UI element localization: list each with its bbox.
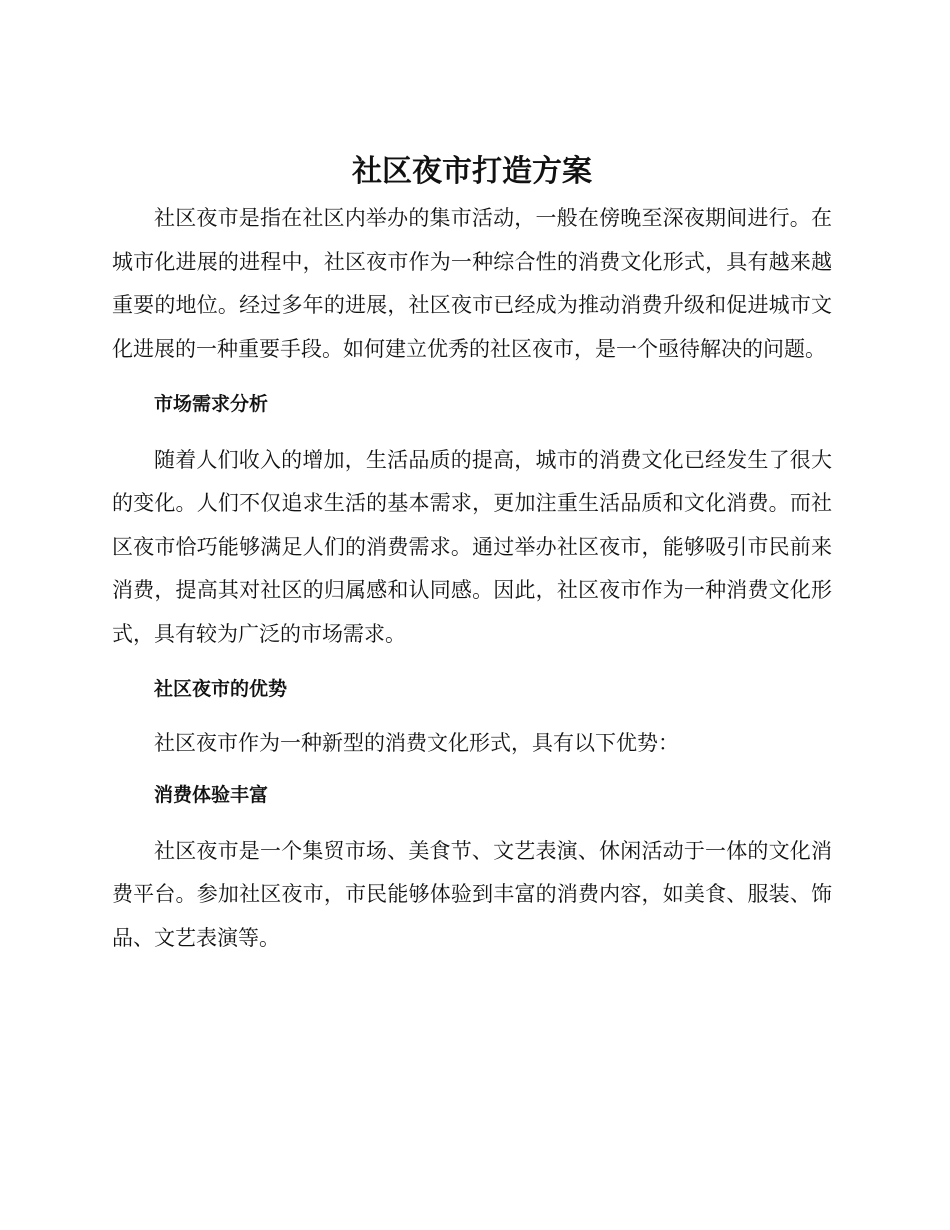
document-title: 社区夜市打造方案 bbox=[352, 154, 592, 189]
section-heading-market-demand: 市场需求分析 bbox=[154, 393, 269, 415]
section-body-market-demand: 随着人们收入的增加，生活品质的提高，城市的消费文化已经发生了很大的变化。人们不仅追求生活的基本需求，更加注重生活品质和文化消费。而社区夜市恰巧能够满足人们的消费需求。通过举办社区夜市，能够吸引市民前来消费，提高其对社区的归属感和认同感。因此，社区夜市作为一种消费文化形式，具有较为广泛的市场需求。 bbox=[112, 447, 832, 646]
document-page bbox=[112, 148, 832, 960]
intro-paragraph: 社区夜市是指在社区内举办的集市活动，一般在傍晚至深夜期间进行。在城市化进展的进程中，社区夜市作为一种综合性的消费文化形式，具有越来越重要的地位。经过多年的进展，社区夜市已经成为推动消费升级和促进城市文化进展的一种重要手段。如何建立优秀的社区夜市，是一个亟待解决的问题。 bbox=[112, 206, 832, 361]
section-body-advantages: 社区夜市作为一种新型的消费文化形式，具有以下优势： bbox=[154, 730, 679, 755]
section-body-rich-experience: 社区夜市是一个集贸市场、美食节、文艺表演、休闲活动于一体的文化消费平台。参加社区夜市，市民能够体验到丰富的消费内容，如美食、服装、饰品、文艺表演等。 bbox=[112, 838, 832, 950]
section-heading-advantages: 社区夜市的优势 bbox=[154, 678, 288, 700]
section-heading-rich-experience: 消费体验丰富 bbox=[154, 784, 269, 806]
